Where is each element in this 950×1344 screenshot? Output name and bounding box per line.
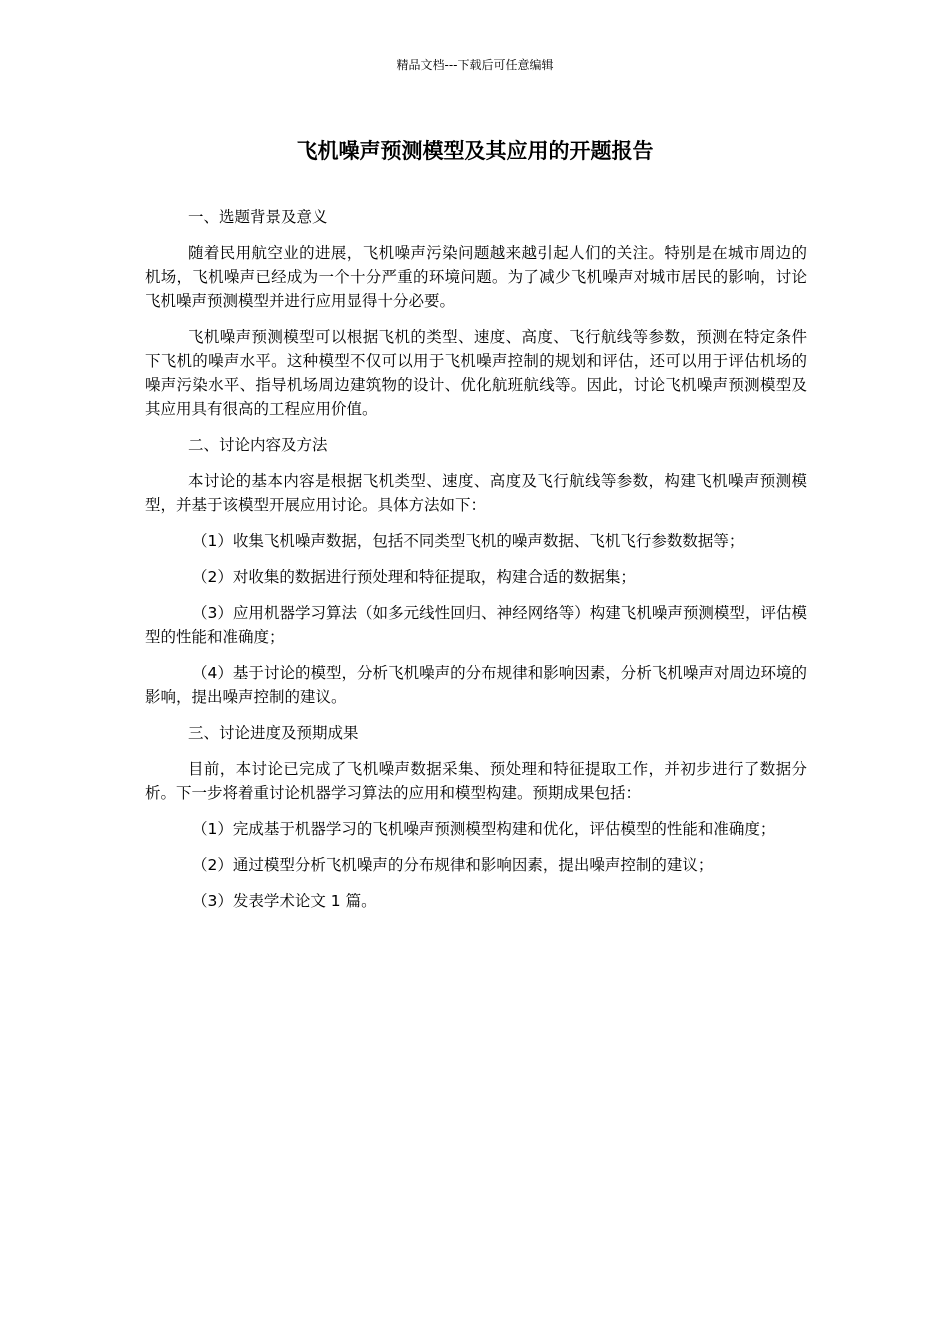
paragraph-progress: 目前，本讨论已完成了飞机噪声数据采集、预处理和特征提取工作，并初步进行了数据分析。下一步将着重讨论机器学习算法的应用和模型构建。预期成果包括：: [145, 760, 807, 802]
method-item-4: （4）基于讨论的模型，分析飞机噪声的分布规律和影响因素，分析飞机噪声对周边环境的影响，提出噪声控制的建议。: [145, 664, 807, 706]
section-heading-content-methods: 二、讨论内容及方法: [188, 436, 328, 454]
document-title: 飞机噪声预测模型及其应用的开题报告: [296, 139, 654, 163]
method-item-3: （3）应用机器学习算法（如多元线性回归、神经网络等）构建飞机噪声预测模型，评估模型的性能和准确度；: [145, 604, 807, 646]
paragraph-background-2: 飞机噪声预测模型可以根据飞机的类型、速度、高度、飞行航线等参数，预测在特定条件下飞机的噪声水平。这种模型不仅可以用于飞机噪声控制的规划和评估，还可以用于评估机场的噪声污染水平、指导机场周边建筑物的设计、优化航班航线等。因此，讨论飞机噪声预测模型及其应用具有很高的工程应用价值。: [145, 328, 807, 418]
method-item-1: （1）收集飞机噪声数据，包括不同类型飞机的噪声数据、飞机飞行参数数据等；: [192, 532, 745, 550]
result-item-1: （1）完成基于机器学习的飞机噪声预测模型构建和优化，评估模型的性能和准确度；: [192, 820, 776, 838]
section-heading-progress-results: 三、讨论进度及预期成果: [188, 724, 359, 742]
result-item-3: （3）发表学术论文 1 篇。: [192, 892, 377, 910]
document-body: [145, 205, 807, 925]
result-item-2: （2）通过模型分析飞机噪声的分布规律和影响因素，提出噪声控制的建议；: [192, 856, 714, 874]
page-header: 精品文档---下载后可任意编辑: [396, 58, 554, 72]
method-item-2: （2）对收集的数据进行预处理和特征提取，构建合适的数据集；: [192, 568, 636, 586]
paragraph-background-1: 随着民用航空业的进展，飞机噪声污染问题越来越引起人们的关注。特别是在城市周边的机场，飞机噪声已经成为一个十分严重的环境问题。为了减少飞机噪声对城市居民的影响，讨论飞机噪声预测模型并进行应用显得十分必要。: [145, 244, 807, 310]
section-heading-background: 一、选题背景及意义: [188, 208, 328, 226]
paragraph-content-methods: 本讨论的基本内容是根据飞机类型、速度、高度及飞行航线等参数，构建飞机噪声预测模型，并基于该模型开展应用讨论。具体方法如下：: [145, 472, 807, 514]
